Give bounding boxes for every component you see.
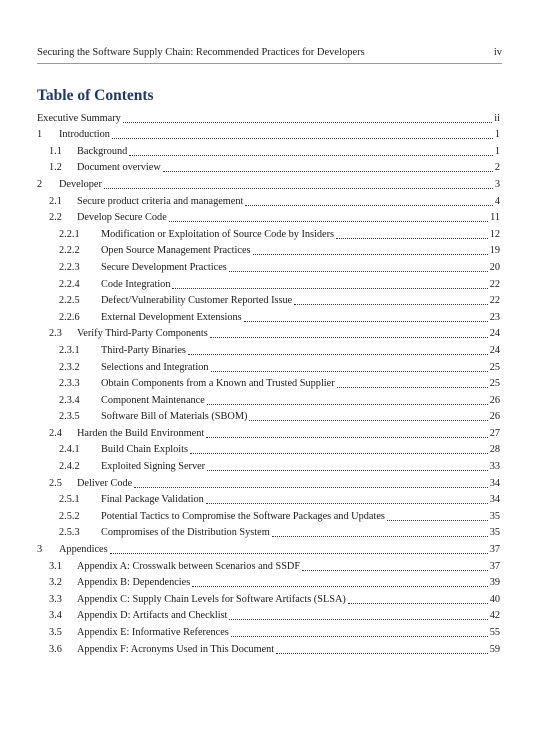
toc-entry-number: 2.5 [49, 477, 62, 489]
toc-entry-page[interactable]: 26 [489, 394, 500, 406]
toc-entry-title[interactable]: Selections and Integration [101, 361, 209, 373]
dot-leader [188, 354, 488, 355]
toc-entry[interactable] [37, 473, 500, 490]
toc-entry-number: 2.3.1 [59, 344, 80, 356]
toc-entry[interactable] [37, 440, 500, 457]
toc-entry-title[interactable]: Background [77, 145, 128, 157]
toc-entry-page[interactable]: 20 [489, 261, 500, 273]
toc-entry[interactable] [37, 324, 500, 341]
toc-entry-title[interactable]: Obtain Components from a Known and Trusted Supplier [101, 378, 335, 390]
dot-leader [110, 553, 488, 554]
toc-entry-page[interactable]: 37 [489, 544, 500, 556]
toc-entry[interactable] [37, 390, 500, 407]
toc-entry-page[interactable]: 23 [489, 311, 500, 323]
dot-leader [104, 188, 493, 189]
dot-leader [163, 171, 493, 172]
toc-entry-title[interactable]: Developer [59, 178, 102, 190]
dot-leader [245, 205, 492, 206]
toc-entry-title[interactable]: Final Package Validation [101, 494, 204, 506]
dot-leader [172, 288, 487, 289]
dot-leader [207, 470, 488, 471]
toc-entry-number: 2.1 [49, 195, 62, 207]
toc-entry-page[interactable]: 55 [489, 627, 500, 638]
toc-entry-number: 2.2.5 [59, 295, 80, 307]
toc-entry[interactable] [37, 456, 500, 473]
dot-leader [229, 619, 487, 620]
toc-entry-number: 2.3.3 [59, 378, 80, 390]
toc-entry-number: 2.3.4 [59, 394, 80, 406]
toc-entry[interactable] [37, 357, 500, 374]
toc-entry[interactable] [37, 174, 500, 191]
dot-leader [253, 254, 488, 255]
toc-entry-title[interactable]: Introduction [59, 129, 110, 141]
toc-entry-page[interactable]: 33 [489, 461, 500, 473]
toc-entry-title[interactable]: Appendix D: Artifacts and Checklist [77, 610, 228, 622]
toc-entry-number: 2.4.2 [59, 461, 80, 473]
toc-entry-page[interactable]: 39 [489, 577, 500, 589]
toc-entry-title[interactable]: Modification or Exploitation of Source Code by Insiders [101, 228, 335, 240]
toc-entry[interactable] [37, 490, 500, 507]
toc-entry-title[interactable]: Code Integration [101, 278, 171, 290]
toc-entry[interactable] [37, 639, 500, 656]
toc-entry[interactable] [37, 423, 500, 440]
toc-entry-number: 3 [37, 544, 43, 556]
toc-entry-page[interactable]: 25 [489, 378, 500, 390]
toc-entry[interactable] [37, 191, 500, 208]
toc-entry-page[interactable]: 34 [489, 494, 500, 506]
dot-leader [387, 520, 488, 521]
toc-entry-page[interactable]: 1 [494, 145, 500, 157]
dot-leader [302, 570, 488, 571]
toc-entry-title[interactable]: Develop Secure Code [77, 212, 167, 224]
dot-leader [210, 337, 488, 338]
toc-entry-number: 2.2.3 [59, 261, 80, 273]
dot-leader [112, 138, 493, 139]
header-title: Securing the Software Supply Chain: Recommended Practices for Developers [37, 47, 365, 58]
toc-entry-title[interactable]: Harden the Build Environment [77, 427, 205, 439]
toc-entry[interactable] [37, 622, 500, 639]
dot-leader [123, 122, 492, 123]
toc-entry-title[interactable]: Deliver Code [77, 477, 133, 489]
toc-entry-page[interactable]: 22 [489, 295, 500, 307]
toc-entry-page[interactable]: 37 [489, 560, 500, 572]
toc-entry-number: 2.5.1 [59, 494, 80, 506]
toc-entry-page[interactable]: 35 [489, 527, 500, 539]
toc-entry-page[interactable]: 2 [494, 162, 500, 174]
toc-entry-title[interactable]: Third-Party Binaries [101, 344, 186, 356]
toc-entry-title[interactable]: Compromises of the Distribution System [101, 527, 270, 539]
toc-entry-title[interactable]: Appendix B: Dependencies [77, 577, 191, 589]
table-of-contents [37, 108, 500, 656]
toc-entry-number: 2.3.5 [59, 411, 80, 423]
toc-entry-page[interactable]: 26 [489, 411, 500, 423]
header-divider [37, 63, 502, 64]
toc-entry-title[interactable]: Appendices [59, 544, 108, 556]
toc-entry-number: 3.4 [49, 610, 62, 622]
toc-entry-number: 3.6 [49, 643, 62, 655]
toc-entry[interactable] [37, 274, 500, 291]
dot-leader [249, 420, 487, 421]
toc-entry-title[interactable]: Exploited Signing Server [101, 461, 206, 473]
dot-leader [276, 653, 488, 654]
toc-entry-page[interactable]: 28 [489, 444, 500, 456]
running-header [37, 47, 502, 58]
toc-entry-page[interactable]: 34 [489, 477, 500, 489]
toc-entry-title[interactable]: Appendix C: Supply Chain Levels for Software Artifacts (SLSA) [77, 593, 346, 605]
toc-entry-page[interactable]: 24 [489, 344, 500, 356]
dot-leader [206, 437, 487, 438]
dot-leader [337, 387, 488, 388]
toc-entry-number: 2.2.1 [59, 228, 80, 240]
toc-entry[interactable] [37, 108, 500, 125]
toc-entry[interactable] [37, 125, 500, 142]
toc-entry-title[interactable]: External Development Extensions [101, 311, 242, 323]
toc-entry[interactable] [37, 208, 500, 225]
toc-entry[interactable] [37, 506, 500, 523]
dot-leader [336, 238, 488, 239]
toc-entry[interactable] [37, 291, 500, 308]
toc-entry-title[interactable]: Secure product criteria and management [77, 195, 244, 207]
toc-entry-title[interactable]: Open Source Management Practices [101, 245, 251, 257]
dot-leader [190, 453, 488, 454]
toc-entry[interactable] [37, 340, 500, 357]
toc-entry-title[interactable]: Defect/Vulnerability Customer Reported Issue [101, 295, 293, 307]
toc-entry-title[interactable]: Appendix A: Crosswalk between Scenarios and SSDF [77, 560, 301, 572]
toc-entry-title[interactable]: Build Chain Exploits [101, 444, 188, 456]
toc-entry-number: 2.2.4 [59, 278, 80, 290]
toc-entry-number: 2.5.2 [59, 510, 80, 522]
toc-entry-number: 1.1 [49, 145, 62, 157]
toc-entry-number: 3.1 [49, 560, 62, 572]
toc-entry[interactable] [37, 573, 500, 590]
toc-entry-page[interactable]: 27 [489, 427, 500, 439]
toc-entry-number: 1.2 [49, 162, 62, 174]
toc-entry-title[interactable]: Secure Development Practices [101, 261, 227, 273]
toc-entry-page[interactable]: 19 [489, 245, 500, 257]
toc-entry-page[interactable]: 4 [494, 195, 500, 207]
toc-entry-page[interactable]: 40 [489, 593, 500, 605]
dot-leader [211, 371, 488, 372]
toc-entry[interactable] [37, 407, 500, 424]
toc-entry-number: 3.3 [49, 593, 62, 605]
toc-entry-title[interactable]: Document overview [77, 162, 161, 174]
toc-entry-number: 2.4.1 [59, 444, 80, 456]
dot-leader [129, 155, 493, 156]
toc-entry-title[interactable]: Executive Summary [37, 112, 121, 124]
toc-entry-title[interactable]: Component Maintenance [101, 394, 205, 406]
toc-entry-number: 1 [37, 129, 43, 141]
toc-entry-number: 3.2 [49, 577, 62, 589]
toc-entry[interactable] [37, 374, 500, 391]
dot-leader [134, 487, 488, 488]
toc-entry[interactable] [37, 539, 500, 556]
toc-entry-page[interactable]: 12 [489, 228, 500, 240]
toc-entry-page[interactable]: 25 [489, 361, 500, 373]
toc-entry[interactable] [37, 523, 500, 540]
toc-entry-title[interactable]: Appendix F: Acronyms Used in This Document [77, 643, 275, 655]
dot-leader [207, 404, 488, 405]
toc-heading: Table of Contents [37, 87, 154, 104]
toc-entry-page[interactable]: 42 [489, 610, 500, 622]
toc-entry-number: 2 [37, 178, 43, 190]
toc-entry[interactable] [37, 556, 500, 573]
dot-leader [272, 536, 488, 537]
toc-entry-title[interactable]: Software Bill of Materials (SBOM) [101, 411, 248, 423]
toc-entry[interactable] [37, 307, 500, 324]
toc-entry-title[interactable]: Verify Third-Party Components [77, 328, 208, 340]
toc-entry-title[interactable]: Appendix E: Informative References [77, 627, 229, 638]
toc-entry-page[interactable]: 22 [489, 278, 500, 290]
dot-leader [229, 271, 488, 272]
toc-entry[interactable] [37, 257, 500, 274]
toc-entry-page[interactable]: 3 [494, 178, 500, 190]
dot-leader [294, 304, 487, 305]
toc-entry-number: 2.2.6 [59, 311, 80, 323]
toc-entry-page[interactable]: 24 [489, 328, 500, 340]
header-page-number: iv [493, 47, 502, 58]
toc-entry[interactable] [37, 589, 500, 606]
toc-entry-number: 2.3 [49, 328, 62, 340]
toc-entry[interactable] [37, 224, 500, 241]
toc-entry-number: 2.3.2 [59, 361, 80, 373]
toc-entry-page[interactable]: 35 [489, 510, 500, 522]
dot-leader [192, 586, 487, 587]
toc-entry[interactable] [37, 241, 500, 258]
toc-entry[interactable] [37, 141, 500, 158]
dot-leader [206, 503, 488, 504]
dot-leader [169, 221, 488, 222]
dot-leader [244, 321, 488, 322]
toc-entry-number: 3.5 [49, 627, 62, 638]
toc-entry-page[interactable]: ii [494, 112, 500, 124]
toc-entry-page[interactable]: 59 [489, 643, 500, 655]
toc-entry[interactable] [37, 606, 500, 623]
dot-leader [348, 603, 488, 604]
toc-entry-title[interactable]: Potential Tactics to Compromise the Software Packages and Updates [101, 510, 385, 522]
toc-entry-number: 2.2 [49, 212, 62, 224]
toc-entry-number: 2.2.2 [59, 245, 80, 257]
dot-leader [231, 636, 488, 637]
toc-entry[interactable] [37, 158, 500, 175]
toc-entry-page[interactable]: 1 [494, 129, 500, 141]
toc-entry-number: 2.4 [49, 427, 62, 439]
toc-entry-number: 2.5.3 [59, 527, 80, 539]
toc-entry-page[interactable]: 11 [490, 212, 500, 224]
